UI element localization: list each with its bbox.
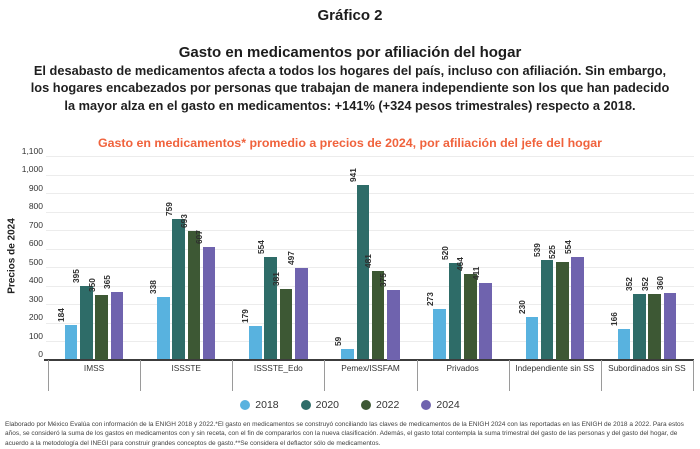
bar [80,286,93,359]
bar [172,219,185,359]
bar [357,185,370,359]
legend-label: 2018 [255,399,279,411]
y-axis-tick-label: 700 [28,219,43,230]
y-axis-tick-label: 300 [28,293,43,304]
bar [188,231,201,359]
bar [571,257,584,359]
bar [479,283,492,359]
chart-subtitle-line: El desabasto de medicamentos afecta a todos los hogares del país, incluso con afiliación. Sin embargo, [33,63,667,78]
y-axis-tick-label: 800 [28,201,43,211]
bar [556,262,569,359]
x-axis-category-label: Independiente sin SS [515,362,595,373]
x-axis-category-label: IMSS [83,362,105,373]
x-axis-category-label: ISSSTE [171,362,201,373]
bar [157,297,170,360]
chart-subtitle-line: la mayor alza en el gasto en medicamentos: +141% (+324 pesos trimestrales) respecto a 2018. [64,97,636,113]
category-separator [324,360,325,391]
bar [387,290,400,359]
bar-value-label: 759 [163,202,174,217]
x-axis-category-label: Privados [446,362,479,373]
gridline [46,286,694,287]
y-axis-tick-label: 400 [28,275,43,285]
bar-value-label: 230 [516,300,527,314]
bar [280,289,293,359]
bar [449,263,462,359]
bar [295,268,308,360]
bar [249,326,262,359]
gridline [46,323,694,324]
legend-item [301,399,339,411]
bar [111,292,124,360]
bar-value-label: 375 [378,273,389,288]
chart-subtitle-line: los hogares encabezados por personas que trabajan de manera independiente son los que han padecido [30,80,670,96]
y-axis-tick-label: 1,100 [21,145,43,156]
y-axis-tick-label: 900 [28,182,43,193]
x-axis-category-label: Subordinados sin SS [608,362,686,373]
bar-value-label: 520 [439,246,450,261]
bar-value-label: 464 [455,256,466,271]
figure-title: Gráfico 2 [317,7,383,24]
bar-value-label: 554 [562,240,573,254]
bar-value-label: 539 [532,242,543,257]
y-axis-title: Precios de 2024 [6,218,18,294]
bar-value-label: 525 [547,245,558,260]
bar-value-label: 941 [347,168,358,183]
gridline [46,156,694,157]
y-axis-tick-label: 600 [28,238,43,248]
legend-swatch [361,400,371,410]
legend-swatch [240,400,250,410]
bar-value-label: 350 [86,277,97,292]
bar [95,295,108,360]
bar-value-label: 338 [148,280,159,294]
gridline [46,230,694,231]
bar [433,309,446,360]
legend-item [240,399,278,411]
bar-value-label: 365 [102,275,113,289]
chart-inner-title: Gasto en medicamentos* promedio a precios de 2024, por afiliación del jefe del hogar [97,136,603,150]
bar-value-label: 395 [71,269,82,284]
bar [203,247,216,359]
legend-item [361,399,399,411]
category-separator [232,360,233,391]
y-axis-tick-label: 200 [28,312,43,322]
legend-label: 2020 [315,399,339,411]
chart-heading: Gasto en medicamentos por afiliación del hogar [178,44,522,61]
category-separator [693,360,694,391]
gridline [46,175,694,176]
bar [648,294,661,359]
bar-value-label: 179 [240,309,251,324]
y-axis-tick-label: 1,000 [21,164,43,174]
bar-value-label: 59 [332,336,343,346]
gridline [46,341,694,342]
footnote: Elaborado por México Evalúa con información de la ENIGH 2018 y 2022.*El gasto en medicamentos se construyó conciliando las claves de medicamentos de la ENIGH 2024 con las reportadas en las ENIGH de 2018 a 2022. Para estos años, se consideró la suma de los gastos en medicamentos con y sin receta, con el fin de compararlos con la nueva clasificación. Además, el gasto total contempla la suma trimestral del gasto de las personas y del gasto del hogar, de acuerdo a la metodología del INEGI para construir grandes conceptos de gasto.**Se considera el deflactor sólo de medicamentos. [5,421,684,447]
x-axis-category-label: Pemex/ISSFAM [341,362,400,373]
legend-swatch [301,400,311,410]
bar-value-label: 411 [470,267,481,281]
bar [618,329,631,360]
x-axis-category-label: ISSSTE_Edo [253,362,303,373]
category-separator [601,360,602,391]
bar [526,317,539,360]
y-axis-tick-label: 0 [38,349,43,359]
bar-value-label: 554 [255,240,266,254]
bar-value-label: 360 [654,276,665,290]
bar-value-label: 607 [194,230,205,245]
bar-value-label: 381 [271,272,281,286]
bar-value-label: 352 [639,277,650,292]
gridline [46,249,694,250]
bar-value-label: 481 [363,253,374,268]
gridline [46,193,694,194]
y-axis-tick-label: 100 [28,330,43,341]
bar [464,274,477,360]
legend-label: 2024 [436,399,460,411]
legend-swatch [421,400,431,410]
bar [664,293,677,360]
gridline [46,304,694,305]
legend-label: 2022 [376,399,400,411]
category-separator [48,360,49,391]
bar [541,260,554,360]
legend [0,399,700,411]
bar-value-label: 352 [624,277,635,292]
bar [633,294,646,359]
category-separator [417,360,418,391]
bar-value-label: 184 [56,308,67,323]
bar [65,325,78,359]
bar-value-label: 166 [608,311,619,326]
bar [341,349,354,360]
gridline [46,212,694,213]
category-separator [140,360,141,391]
bar-value-label: 693 [178,214,189,229]
category-separator [509,360,510,391]
bar-value-label: 273 [424,292,435,306]
legend-item [421,399,459,411]
y-axis-tick-label: 500 [28,256,43,267]
bar-value-label: 497 [286,250,297,265]
